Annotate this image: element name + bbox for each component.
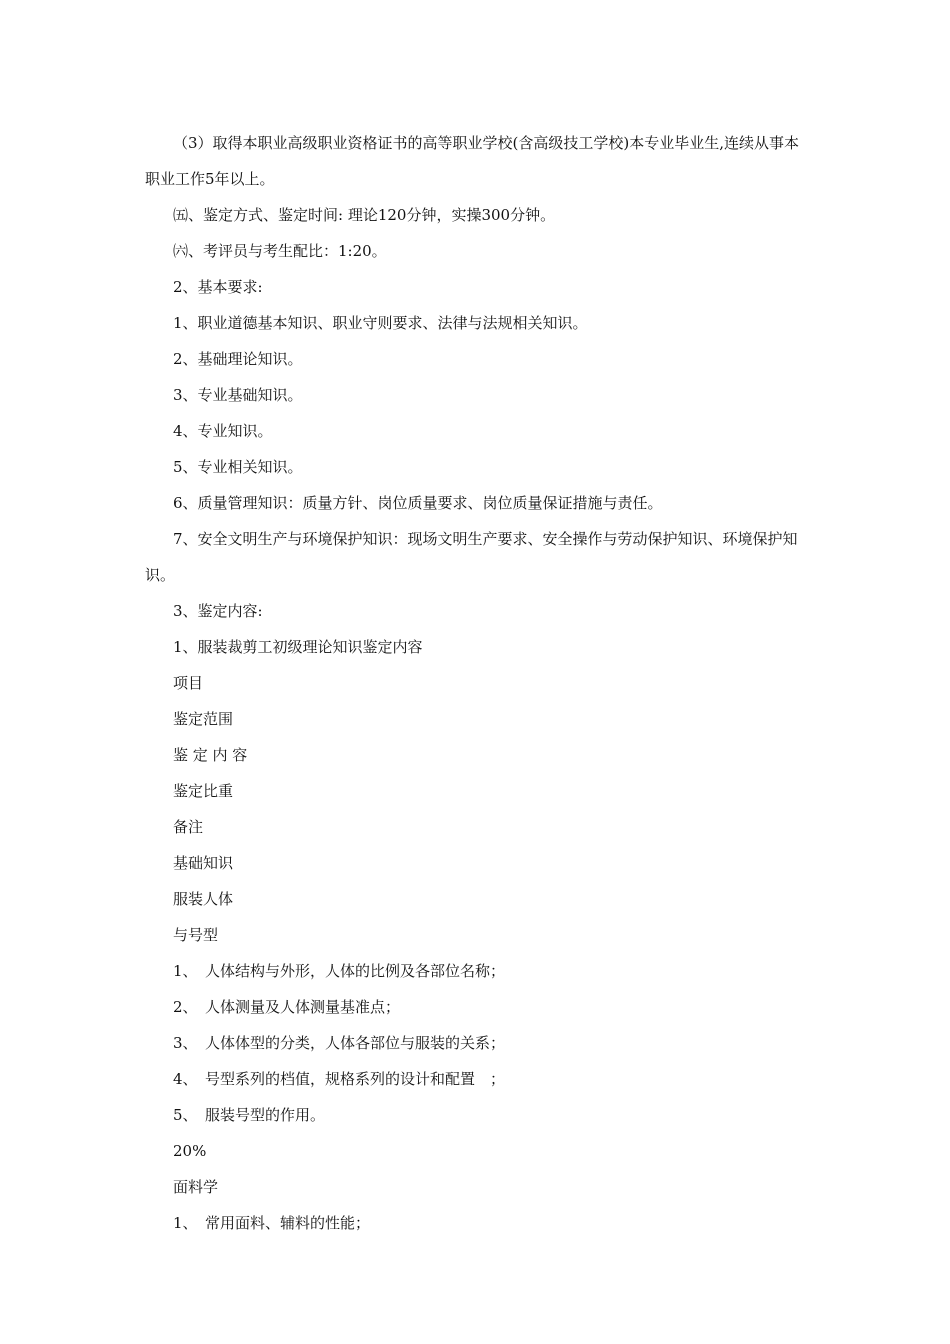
table-cell-item: 项目 — [173, 674, 204, 692]
table-cell-weight-value: 20% — [173, 1142, 207, 1160]
table-cell-remarks: 备注 — [173, 818, 204, 836]
list-item-safety-environment: 7、安全文明生产与环境保护知识：现场文明生产要求、安全操作与劳动保护知识、环境保护知识。 — [145, 530, 798, 584]
table-cell-human-body: 服装人体 — [173, 890, 234, 908]
table-cell-content-item-3: 3、 人体体型的分类，人体各部位与服装的关系； — [173, 1034, 506, 1052]
document-body — [145, 125, 810, 1241]
subheading-primary-theory: 1、服装裁剪工初级理论知识鉴定内容 — [173, 638, 423, 656]
table-cell-content-item-1: 1、 人体结构与外形，人体的比例及各部位名称； — [173, 962, 506, 980]
table-cell-content: 鉴 定 内 容 — [173, 746, 248, 764]
table-cell-content-item-4: 4、 号型系列的档值，规格系列的设计和配置 ； — [173, 1070, 506, 1088]
list-item-ethics: 1、职业道德基本知识、职业守则要求、法律与法规相关知识。 — [173, 314, 588, 332]
list-item-basic-theory: 2、基础理论知识。 — [173, 350, 303, 368]
table-cell-size-type: 与号型 — [173, 926, 219, 944]
table-cell-basic-knowledge: 基础知识 — [173, 854, 234, 872]
list-item-professional-basics: 3、专业基础知识。 — [173, 386, 303, 404]
table-cell-fabric-science: 面料学 — [173, 1178, 219, 1196]
paragraph-assessment-method: ㈤、鉴定方式、鉴定时间: 理论120分钟，实操300分钟。 — [173, 206, 556, 224]
heading-basic-requirements: 2、基本要求: — [173, 278, 263, 296]
table-cell-content-item-5: 5、 服装号型的作用。 — [173, 1106, 326, 1124]
table-cell-fabric-item-1: 1、 常用面料、辅料的性能； — [173, 1214, 371, 1232]
heading-assessment-content: 3、鉴定内容: — [173, 602, 263, 620]
paragraph-examiner-ratio: ㈥、考评员与考生配比：1:20。 — [173, 242, 387, 260]
table-cell-weight: 鉴定比重 — [173, 782, 234, 800]
list-item-related-knowledge: 5、专业相关知识。 — [173, 458, 303, 476]
table-cell-scope: 鉴定范围 — [173, 710, 234, 728]
list-item-quality-management: 6、质量管理知识：质量方针、岗位质量要求、岗位质量保证措施与责任。 — [173, 494, 663, 512]
paragraph-qualification-3: （3）取得本职业高级职业资格证书的高等职业学校(含高级技工学校)本专业毕业生,连续从事本职业工作5年以上。 — [145, 134, 800, 188]
table-cell-content-item-2: 2、 人体测量及人体测量基准点； — [173, 998, 401, 1016]
list-item-professional-knowledge: 4、专业知识。 — [173, 422, 273, 440]
